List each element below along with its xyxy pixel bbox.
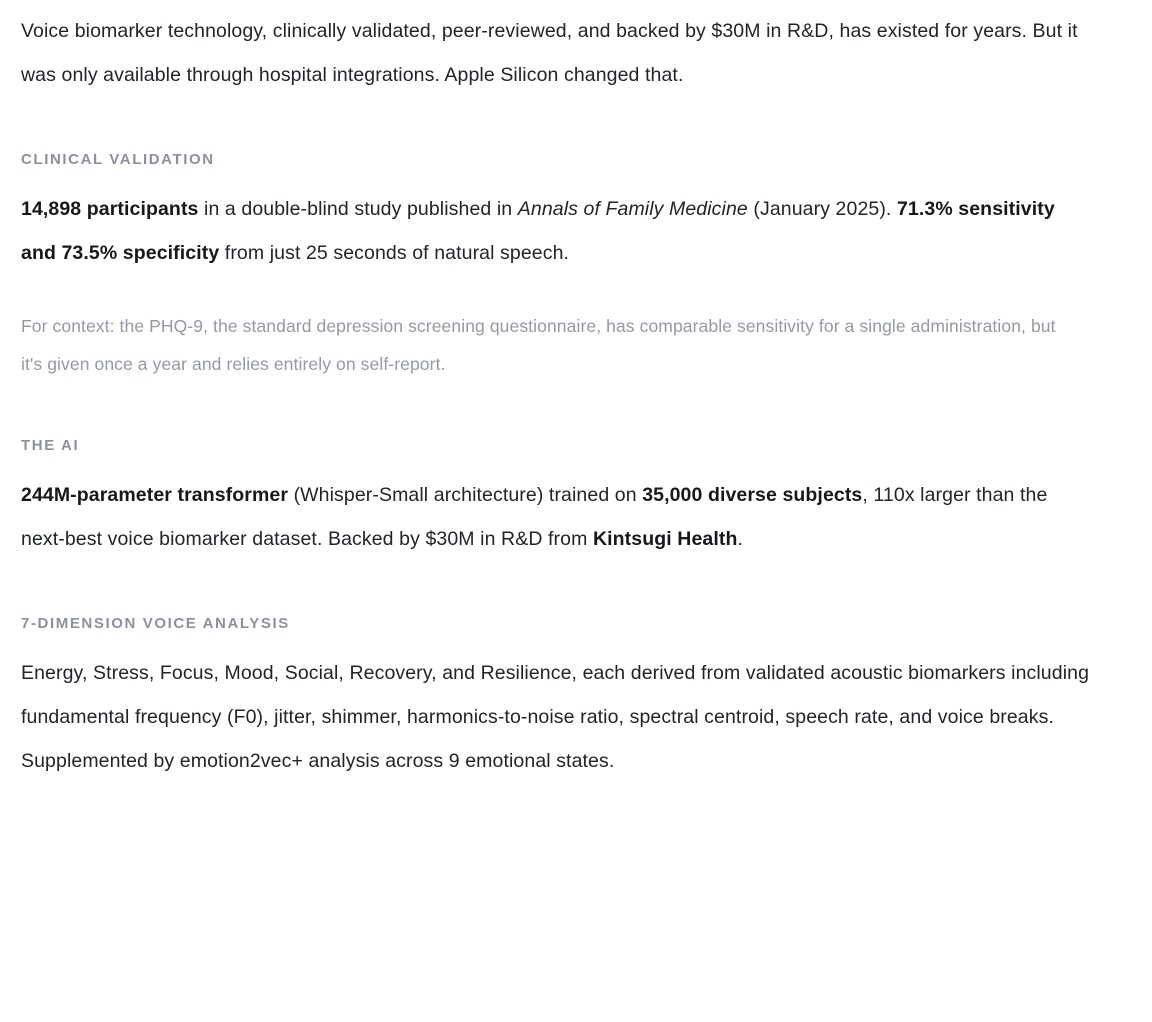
section-heading-voice-analysis: 7-DIMENSION VOICE ANALYSIS — [21, 615, 290, 632]
text-run-bold-2: 35,000 diverse subjects — [642, 484, 863, 506]
section-note-clinical-validation: For context: the PHQ-9, the standard depression screening questionnaire, has comparable sensitivity for a single administration, but it's given once a year and relies entirely on self-report. — [21, 316, 1056, 374]
text-run-normal-1: (Whisper-Small architecture) trained on — [288, 484, 643, 506]
spacer-after-heading-0 — [21, 171, 1131, 187]
spacer-before-section-1 — [21, 383, 1131, 435]
spacer-after-heading-2 — [21, 635, 1131, 651]
text-run-bold-0: 244M-parameter transformer — [21, 484, 289, 506]
section-heading-the-ai: THE AI — [21, 437, 80, 454]
text-run-normal-1: in a double-blind study published in — [198, 198, 518, 220]
top-spacer — [21, 0, 1131, 9]
text-run-italic-2: Annals of Family Medicine — [517, 198, 748, 220]
spacer-after-heading-1 — [21, 457, 1131, 473]
text-run-normal-3: (January 2025). — [747, 198, 897, 220]
intro-paragraph — [21, 9, 1093, 97]
text-run-normal-3: , 110x larger than the next-best voice biomarker dataset. Backed by $30M in R&D from — [21, 484, 1048, 550]
spacer-before-section-2 — [21, 561, 1131, 613]
text-run-normal-5: from just 25 seconds of natural speech. — [219, 242, 570, 264]
section-body-voice-analysis — [21, 651, 1093, 783]
spacer-before-note-0 — [21, 275, 1131, 307]
section-heading-clinical-validation: CLINICAL VALIDATION — [21, 151, 215, 168]
section-body-the-ai — [21, 473, 1093, 561]
section-body-clinical-validation — [21, 187, 1093, 275]
spacer-before-section-0 — [21, 97, 1131, 149]
text-run-normal-0: Energy, Stress, Focus, Mood, Social, Recovery, and Resilience, each derived from validated acoustic biomarkers including fundamental frequency (F0), jitter, shimmer, harmonics-to-noise ratio, spectral centroid, speech rate, and voice breaks. Supplemented by emotion2vec+ analysis across 9 emotional states. — [21, 662, 1090, 772]
text-run-bold-4: 71.3% sensitivity and 73.5% specificity — [21, 198, 1055, 264]
text-run-normal-5: . — [737, 528, 743, 550]
text-run-bold-0: 14,898 participants — [21, 198, 199, 220]
text-run-bold-4: Kintsugi Health — [592, 528, 738, 550]
text-run-normal-0: Voice biomarker technology, clinically validated, peer-reviewed, and backed by $30M in R&D, has existed for years. But it was only available through hospital integrations. Apple Silicon changed that. — [21, 20, 1078, 86]
